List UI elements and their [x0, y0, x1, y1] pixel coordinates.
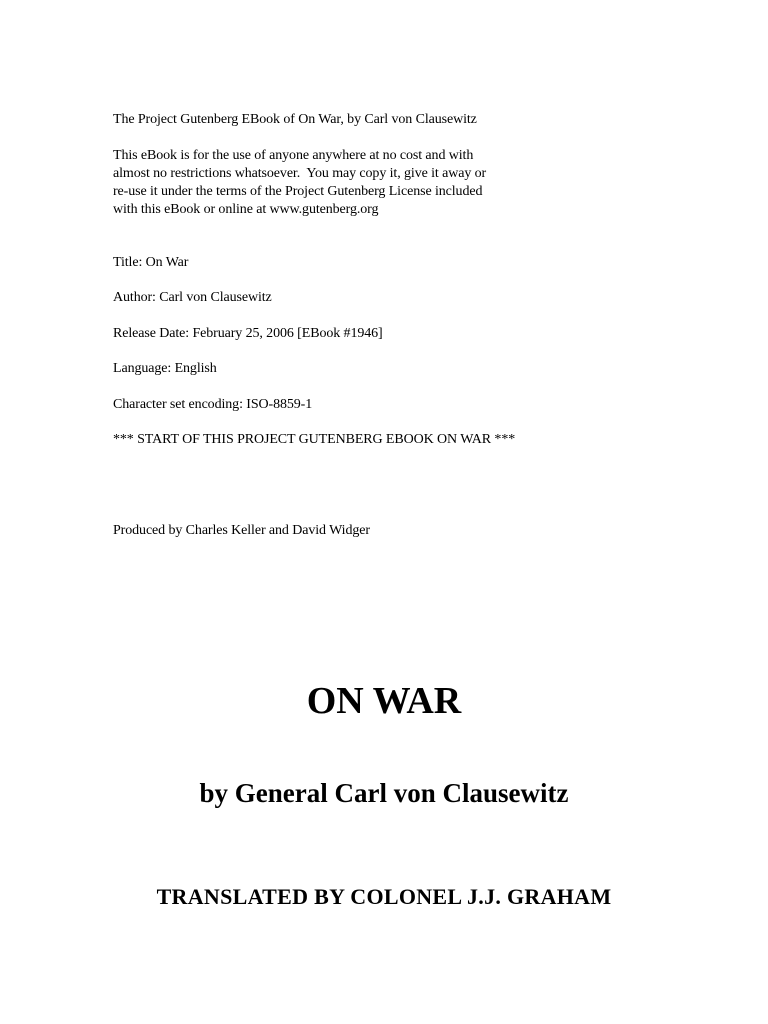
- meta-language: Language: English: [113, 361, 217, 376]
- license-line: This eBook is for the use of anyone anywhere at no cost and with: [113, 148, 474, 163]
- meta-author: Author: Carl von Clausewitz: [113, 290, 272, 305]
- meta-release-date: Release Date: February 25, 2006 [EBook #1946]: [113, 326, 383, 341]
- ebook-intro-line: The Project Gutenberg EBook of On War, by Carl von Clausewitz: [113, 112, 477, 127]
- book-title: ON WAR: [306, 680, 462, 722]
- license-line: with this eBook or online at www.gutenberg.org: [113, 202, 379, 217]
- license-paragraph: [113, 147, 486, 219]
- translator-credit: TRANSLATED BY COLONEL J.J. GRAHAM: [156, 884, 612, 909]
- meta-title: Title: On War: [113, 255, 189, 270]
- license-line: re-use it under the terms of the Project Gutenberg License included: [113, 184, 483, 199]
- book-byline: by General Carl von Clausewitz: [199, 778, 569, 808]
- meta-encoding: Character set encoding: ISO-8859-1: [113, 397, 313, 412]
- start-marker: *** START OF THIS PROJECT GUTENBERG EBOOK ON WAR ***: [113, 432, 516, 447]
- license-line: almost no restrictions whatsoever. You may copy it, give it away or: [113, 166, 487, 181]
- production-credits: Produced by Charles Keller and David Widger: [113, 523, 370, 538]
